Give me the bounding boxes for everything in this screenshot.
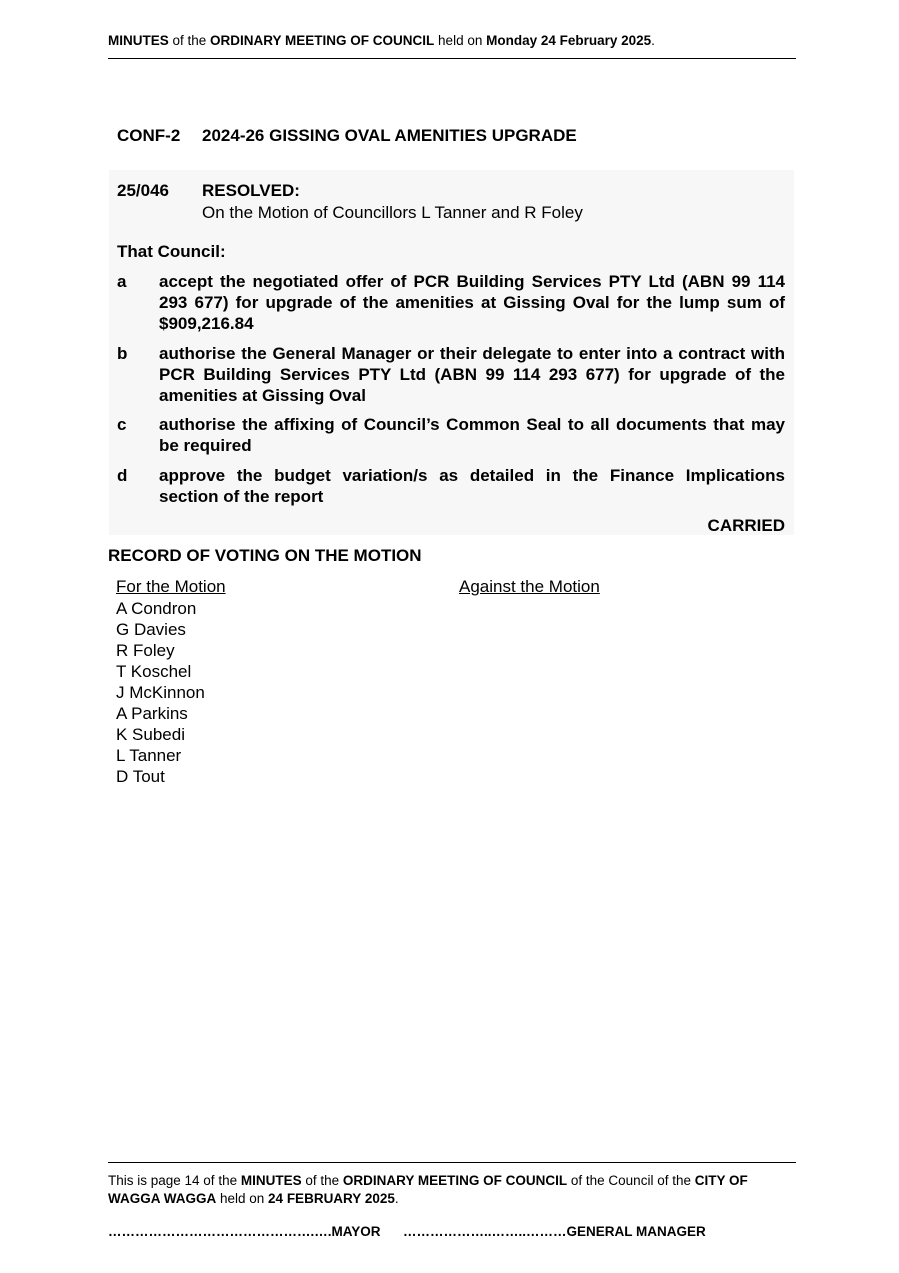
- resolution-item-a: [117, 271, 785, 334]
- resolution-item-c: [117, 414, 785, 456]
- resolution-item-letter: d: [117, 466, 128, 485]
- councillor-name: G Davies: [116, 620, 186, 639]
- header-of-the: of the: [168, 33, 211, 48]
- resolution-item-text: approve the budget variation/s as detailed in the Finance Implications section of the report: [159, 466, 785, 506]
- motion-movers: On the Motion of Councillors L Tanner and R Foley: [202, 203, 583, 222]
- footer-text-part: This is page 14 of the: [108, 1173, 241, 1188]
- resolution-item-letter: b: [117, 344, 128, 363]
- footer-city: CITY OF WAGGA WAGGA: [108, 1173, 748, 1206]
- voting-heading: RECORD OF VOTING ON THE MOTION: [108, 546, 422, 565]
- header-period: .: [651, 33, 655, 48]
- councillor-name: K Subedi: [116, 725, 185, 744]
- mayor-signature: ……………………………………….….MAYOR: [108, 1224, 381, 1239]
- header-divider: [108, 58, 796, 59]
- councillor-name: L Tanner: [116, 746, 182, 765]
- councillor-name: J McKinnon: [116, 683, 205, 702]
- against-motion-heading: Against the Motion: [459, 577, 600, 596]
- resolution-number: 25/046: [117, 181, 169, 200]
- item-code: CONF-2: [117, 126, 181, 145]
- footer-date: 24 FEBRUARY 2025: [268, 1191, 395, 1206]
- resolution-item-letter: a: [117, 272, 127, 291]
- footer-meeting-type: ORDINARY MEETING OF COUNCIL: [342, 1173, 568, 1188]
- resolution-item-text: authorise the affixing of Council’s Common Seal to all documents that may be required: [159, 415, 785, 455]
- header-held-on: held on: [434, 33, 487, 48]
- footer-divider: [108, 1162, 796, 1163]
- header-minutes: MINUTES: [108, 33, 169, 48]
- footer-text-part: of the: [301, 1173, 343, 1188]
- footer-minutes: MINUTES: [240, 1173, 302, 1188]
- resolution-item-letter: c: [117, 415, 127, 434]
- resolved-label: RESOLVED:: [202, 181, 300, 200]
- councillor-name: T Koschel: [116, 662, 192, 681]
- general-manager-signature: ………………..……..………GENERAL MANAGER: [403, 1224, 706, 1239]
- for-motion-heading: For the Motion: [116, 577, 226, 596]
- that-council-intro: That Council:: [117, 242, 226, 261]
- resolution-outcome: CARRIED: [707, 516, 785, 535]
- header-date: Monday 24 February 2025: [486, 33, 652, 48]
- item-heading: 2024-26 GISSING OVAL AMENITIES UPGRADE: [202, 126, 577, 145]
- for-motion-list: [116, 598, 205, 787]
- signature-line: [108, 1224, 706, 1239]
- resolution-item-text: accept the negotiated offer of PCR Building Services PTY Ltd (ABN 99 114 293 677) for upgrade of the amenities at Gissing Oval for the lump sum of $909,216.84: [159, 272, 785, 333]
- councillor-name: D Tout: [116, 767, 165, 786]
- councillor-name: R Foley: [116, 641, 175, 660]
- page-header: [108, 33, 655, 48]
- footer-page-note: [108, 1172, 798, 1208]
- resolution-item-text: authorise the General Manager or their delegate to enter into a contract with PCR Building Services PTY Ltd (ABN 99 114 293 677) for upgrade of the amenities at Gissing Oval: [159, 344, 785, 405]
- footer-text-part: held on: [216, 1191, 269, 1206]
- councillor-name: A Condron: [116, 599, 197, 618]
- resolution-item-d: [117, 465, 785, 507]
- item-title: [117, 126, 577, 146]
- resolution-item-b: [117, 343, 785, 406]
- councillor-name: A Parkins: [116, 704, 188, 723]
- footer-text-part: .: [394, 1191, 399, 1206]
- header-meeting-type: ORDINARY MEETING OF COUNCIL: [210, 33, 435, 48]
- footer-text-part: of the Council of the: [567, 1173, 695, 1188]
